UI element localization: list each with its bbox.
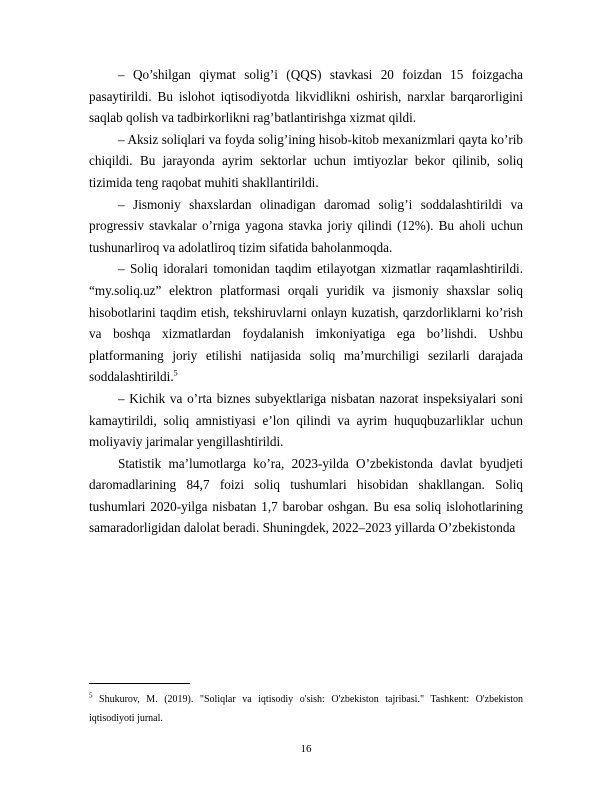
paragraph-digitalization-text: – Soliq idoralari tomonidan taqdim etilayotgan xizmatlar raqamlashtirildi. “my.soliq.uz” elektron platformasi orqali yuridik va jismoniy shaxslar soliq hisobotlarini taqdim etish, tekshiruvlarni onlayn kuzatish, qarzdorliklarni ko’rish va boshqa xizmatlardan foydalanish imkoniyatiga ega bo’lishdi. Ushbu platformaning joriy etilishi natijasida soliq ma’murchiligi sezilarli darajada soddalashtirildi. [89, 261, 523, 385]
document-body [89, 64, 523, 539]
footnote [89, 690, 523, 728]
paragraph-vat-reduction: – Qo’shilgan qiymat solig’i (QQS) stavkasi 20 foizdan 15 foizgacha pasaytirildi. Bu islohot iqtisodiyotda likvidlikni oshirish, narxlar barqarorligini saqlab qolish va tadbirkorlikni rag’batlantirishga xizmat qildi. [89, 67, 523, 126]
footnote-divider [89, 683, 190, 684]
paragraph-income-tax: – Jismoniy shaxslardan olinadigan daromad solig’i soddalashtirildi va progressiv stavkalar o’rniga yagona stavka joriy qilindi (12%). Bu aholi uchun tushunarliroq va adolatliroq tizim sifatida baholanmoqda. [89, 196, 523, 255]
page-number: 16 [300, 743, 312, 755]
footnote-text: Shukurov, M. (2019). "Soliqlar va iqtisodiy o'sish: O'zbekiston tajribasi." Tashkent: O'zbekiston iqtisodiyoti jurnal. [89, 694, 523, 724]
footnote-reference[interactable]: 5 [173, 368, 178, 378]
footnote-mark: 5 [89, 691, 93, 700]
paragraph-digitalization [89, 258, 523, 388]
paragraph-statistics: Statistik ma’lumotlarga ko’ra, 2023-yilda O’zbekistonda davlat byudjeti daromadlarining 84,7 foizi soliq tushumlari hisobidan shakllangan. Soliq tushumlari 2020-yilga nisbatan 1,7 barobar oshgan. Bu esa soliq islohotlarining samaradorligidan dalolat beradi. Shuningdek, 2022–2023 yillarda O’zbekistonda [89, 455, 523, 536]
paragraph-small-business: – Kichik va o’rta biznes subyektlariga nisbatan nazorat inspeksiyalari soni kamaytirildi, soliq amnistiyasi e’lon qilindi va ayrim huquqbuzarliklar uchun moliyaviy jarimalar yengillashtirildi. [89, 390, 523, 450]
paragraph-excise-tax: – Aksiz soliqlari va foyda solig’ining hisob-kitob mexanizmlari qayta ko’rib chiqildi. Bu jarayonda ayrim sektorlar uchun imtiyozlar bekor qilinib, soliq tizimida teng raqobat muhiti shakllantirildi. [89, 131, 523, 190]
